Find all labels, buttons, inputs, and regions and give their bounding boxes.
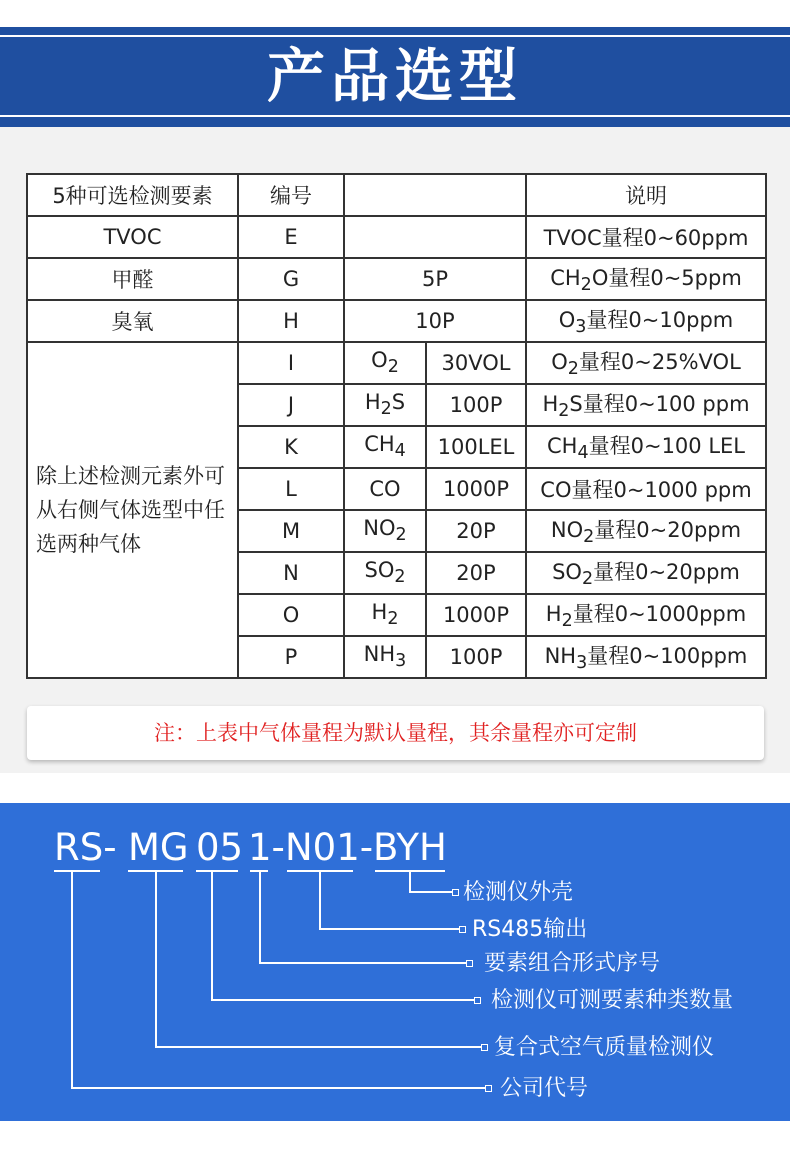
banner-bottom-line <box>0 115 790 117</box>
element-spec: 10P <box>344 300 526 342</box>
desc-type: 复合式空气质量检测仪 <box>494 1035 715 1060</box>
gas-code: L <box>238 468 344 510</box>
gas-code: K <box>238 426 344 468</box>
gas-description: $H_2$量程0~1000ppm <box>526 594 766 636</box>
range-note: 注：上表中气体量程为默认量程，其余量程亦可定制 <box>154 721 637 745</box>
gas-description: CO量程0~1000 ppm <box>526 468 766 510</box>
gas-formula: $NH_3$ <box>344 636 426 678</box>
model-part-type: MG <box>128 826 189 869</box>
model-part-company: RS- <box>54 826 117 869</box>
gas-range-code: 20P <box>426 552 526 594</box>
header-description: 说明 <box>526 174 766 216</box>
gas-row <box>27 342 766 384</box>
table-header-row <box>27 174 766 216</box>
desc-housing: 检测仪外壳 <box>463 880 574 905</box>
element-description: $CH_2O$量程0~5ppm <box>526 258 766 300</box>
element-description: $O_3$量程0~10ppm <box>526 300 766 342</box>
header-elements: 5种可选检测要素 <box>27 174 238 216</box>
gas-description: $H_2S$量程0~100 ppm <box>526 384 766 426</box>
gas-code: N <box>238 552 344 594</box>
top-margin <box>0 0 790 27</box>
element-description: TVOC量程0~60ppm <box>526 216 766 258</box>
gas-description: $SO_2$量程0~20ppm <box>526 552 766 594</box>
model-code-section <box>0 803 790 1121</box>
gas-description: $O_2$量程0~25%VOL <box>526 342 766 384</box>
connector-company <box>71 872 486 1089</box>
gas-code: P <box>238 636 344 678</box>
bottom-margin <box>0 1121 790 1154</box>
model-part-output: N01- <box>285 826 374 869</box>
table-row <box>27 258 766 300</box>
bullet-icon <box>466 960 473 967</box>
table-row <box>27 216 766 258</box>
gas-description: $CH_4$量程0~100 LEL <box>526 426 766 468</box>
bullet-icon <box>452 889 459 896</box>
gas-range-code: 20P <box>426 510 526 552</box>
gas-selection-note: 除上述检测元素外可从右侧气体选型中任选两种气体 <box>27 342 238 678</box>
table-row <box>27 300 766 342</box>
gas-code: J <box>238 384 344 426</box>
desc-output: RS485输出 <box>472 917 588 942</box>
gas-formula: $CH_4$ <box>344 426 426 468</box>
element-code: H <box>238 300 344 342</box>
desc-combination: 要素组合形式序号 <box>484 951 661 976</box>
desc-count: 检测仪可测要素种类数量 <box>491 988 734 1013</box>
gas-code: I <box>238 342 344 384</box>
gas-range-code: 100LEL <box>426 426 526 468</box>
gas-description: $NH_3$量程0~100ppm <box>526 636 766 678</box>
gas-range-code: 1000P <box>426 594 526 636</box>
page-title: 产品选型 <box>266 42 523 110</box>
range-note-box <box>27 706 764 760</box>
element-spec <box>344 216 526 258</box>
bullet-icon <box>474 997 481 1004</box>
element-name: 臭氧 <box>27 300 238 342</box>
gas-range-code: 1000P <box>426 468 526 510</box>
gas-formula: $SO_2$ <box>344 552 426 594</box>
selection-table <box>26 173 767 679</box>
gas-code: O <box>238 594 344 636</box>
header-code: 编号 <box>238 174 344 216</box>
element-name: TVOC <box>27 216 238 258</box>
gas-range-code: 100P <box>426 384 526 426</box>
gas-range-code: 100P <box>426 636 526 678</box>
model-part-count: 05 <box>196 826 244 869</box>
model-part-combination: 1- <box>248 826 285 869</box>
gas-formula: $NO_2$ <box>344 510 426 552</box>
gas-range-code: 30VOL <box>426 342 526 384</box>
element-code: E <box>238 216 344 258</box>
gas-description: $NO_2$量程0~20ppm <box>526 510 766 552</box>
bullet-icon <box>485 1085 492 1092</box>
element-spec: 5P <box>344 258 526 300</box>
title-banner <box>0 27 790 127</box>
bullet-icon <box>459 926 466 933</box>
gas-formula: $H_2S$ <box>344 384 426 426</box>
header-spec <box>344 174 526 216</box>
bullet-icon <box>481 1044 488 1051</box>
model-part-housing: BYH <box>373 826 447 869</box>
gas-formula: CO <box>344 468 426 510</box>
gas-formula: $O_2$ <box>344 342 426 384</box>
gas-formula: $H_2$ <box>344 594 426 636</box>
element-code: G <box>238 258 344 300</box>
desc-company: 公司代号 <box>500 1076 589 1101</box>
gas-code: M <box>238 510 344 552</box>
element-name: 甲醛 <box>27 258 238 300</box>
